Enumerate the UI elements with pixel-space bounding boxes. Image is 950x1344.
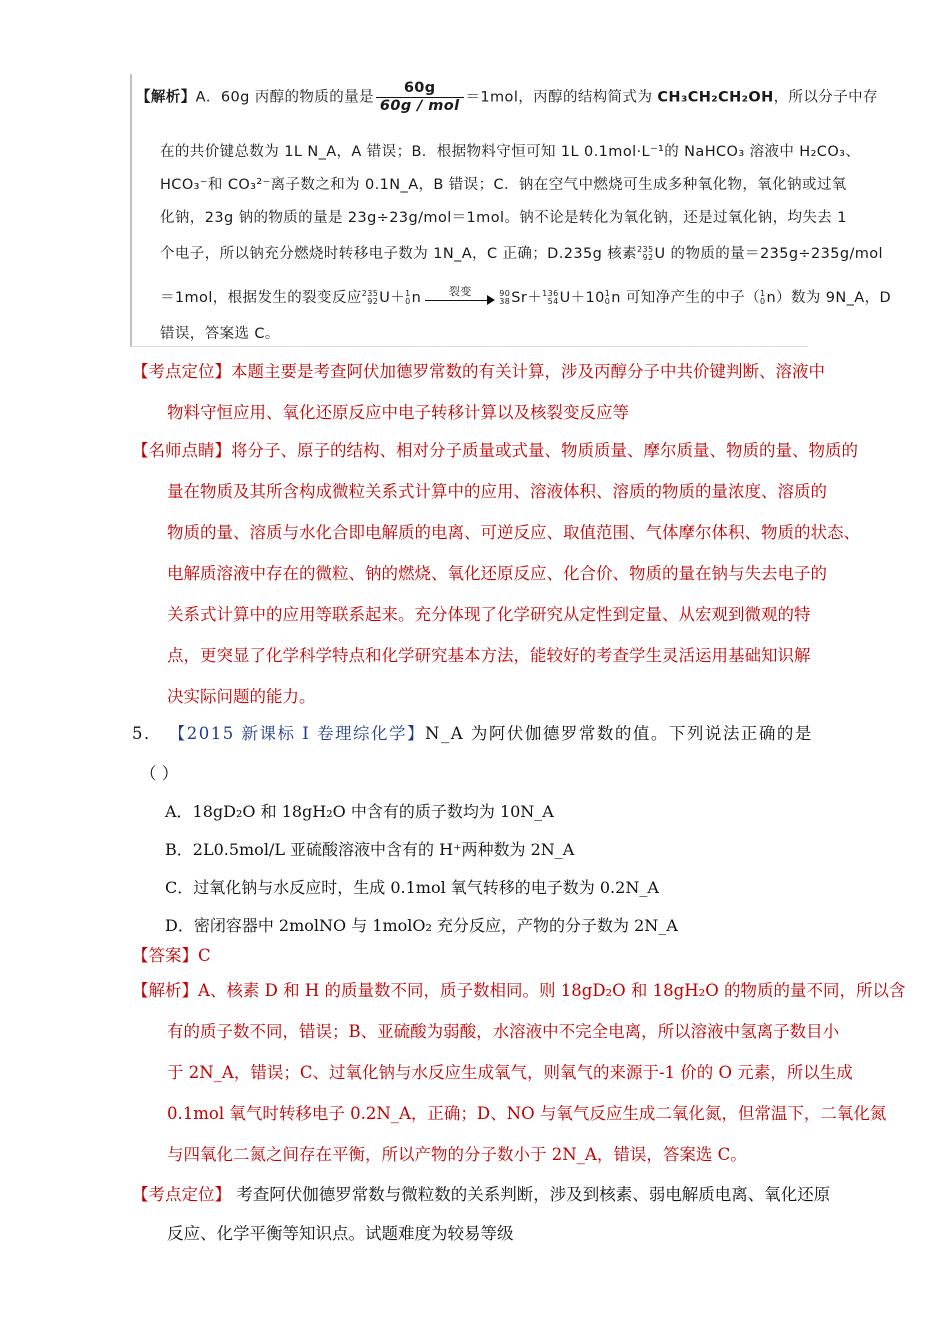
jiexi-label: 【解析】 [132, 981, 198, 1000]
scan-line-1: 【解析】A．60g 丙醇的物质的量是 $\frac{60g}{\text{60g / mol}}$ ＝1mol，丙醇的结构简式为 CH₃CH₂CH₂OH，所以分子中存 [136, 80, 878, 114]
scan-line-5: 个电子，所以钠充分燃烧时转移电子数为 1N_A，C 正确；D.235g 核素235 92U 的物质的量＝235g÷235g/mol [160, 245, 883, 262]
kaodian-block-2: 【考点定位】 考查阿伏伽德罗常数与微粒数的关系判断，涉及到核素、弱电解质电离、氧化还原 [132, 1185, 831, 1204]
scan-line-4: 化钠，23g 钠的物质的量是 23g÷23g/mol＝1mol。钠不论是转化为氧化钠，还是过氧化钠，均失去 1 [160, 210, 847, 226]
jiexi-line-3: 于 2N_A，错误；C、过氧化钠与水反应生成氧气，则氧气的来源于-1 价的 O 元素，所以生成 [167, 1063, 853, 1082]
mingshi-label: 【名师点睛】 [132, 441, 231, 460]
option-c: C．过氧化钠与水反应时，生成 0.1mol 氧气转移的电子数为 0.2N_A [165, 878, 659, 897]
answer-label: 【答案】 [132, 946, 198, 965]
propanol-formula: CH₃CH₂CH₂OH [657, 89, 774, 106]
kaodian-1-line-2: 物料守恒应用、氧化还原反应中电子转移计算以及核裂变反应等 [167, 403, 629, 422]
kaodian-2-line-2: 反应、化学平衡等知识点。试题难度为较易等级 [167, 1224, 514, 1243]
scan-line-7: 错误，答案选 C。 [160, 326, 280, 342]
mingshi-line-4: 电解质溶液中存在的微粒、钠的燃烧、氧化还原反应、化合价、物质的量在钠与失去电子的 [167, 564, 827, 583]
scan-line-2: 在的共价键总数为 1L N_A，A 错误；B．根据物料守恒可知 1L 0.1mol·L⁻¹的 NaHCO₃ 溶液中 H₂CO₃、 [160, 144, 861, 160]
reaction-arrow: 裂变 [425, 289, 495, 307]
mingshi-line-7: 决实际问题的能力。 [167, 687, 316, 706]
mingshi-line-3: 物质的量、溶质与水化合即电解质的电离、可逆反应、取值范围、气体摩尔体积、物质的状态、 [167, 523, 860, 542]
question-number: 5． [132, 724, 162, 743]
kaodian-block-1: 【考点定位】本题主要是考查阿伏加德罗常数的有关计算，涉及丙醇分子中共价键判断、溶液中 [132, 362, 825, 381]
question-stem: 5． 【2015 新课标 I 卷理综化学】N_A 为阿伏伽德罗常数的值。下列说法正确的是 [132, 724, 813, 743]
mingshi-block: 【名师点睛】将分子、原子的结构、相对分子质量或式量、物质质量、摩尔质量、物质的量、物质的 [132, 441, 858, 460]
jiexi-block: 【解析】A、核素 D 和 H 的质量数不同，质子数相同。则 18gD₂O 和 18gH₂O 的物质的量不同，所以含 [132, 981, 906, 1000]
option-d: D．密闭容器中 2molNO 与 1molO₂ 充分反应，产物的分子数为 2N_A [165, 916, 678, 935]
question-source: 【2015 新课标 I 卷理综化学】 [168, 724, 425, 743]
option-b: B．2L0.5mol/L 亚硫酸溶液中含有的 H⁺两种数为 2N_A [165, 840, 575, 859]
jiexi-line-4: 0.1mol 氧气时转移电子 0.2N_A，正确；D、NO 与氧气反应生成二氧化氮，但常温下，二氧化氮 [167, 1104, 887, 1123]
jiexi-line-2: 有的质子数不同，错误；B、亚硫酸为弱酸，水溶液中不完全电离，所以溶液中氢离子数目小 [167, 1022, 840, 1041]
option-a: A．18gD₂O 和 18gH₂O 中含有的质子数均为 10N_A [165, 802, 554, 821]
answer-blank: （ ） [140, 764, 179, 783]
fraction: $\frac{60g}{\text{60g / mol}}$ [376, 80, 464, 115]
answer-value: C [198, 946, 211, 965]
jiexi-line-5: 与四氧化二氮之间存在平衡，所以产物的分子数小于 2N_A，错误，答案选 C。 [167, 1145, 747, 1164]
mingshi-line-5: 关系式计算中的应用等联系起来。充分体现了化学研究从定性到定量、从宏观到微观的特 [167, 605, 811, 624]
answer-line [132, 942, 211, 966]
mingshi-line-2: 量在物质及其所含构成微粒关系式计算中的应用、溶液体积、溶质的物质的量浓度、溶质的 [167, 482, 827, 501]
isotope-235-92: 235 92 [637, 245, 654, 262]
scan-line-3: HCO₃⁻和 CO₃²⁻离子数之和为 0.1N_A，B 错误；C．钠在空气中燃烧可生成多种氧化物，氧化钠或过氧 [160, 177, 847, 193]
scan-label: 【解析】 [136, 89, 196, 106]
kaodian-2-label: 【考点定位】 [132, 1185, 231, 1204]
kaodian-label: 【考点定位】 [132, 362, 231, 381]
scan-line-6: ＝1mol，根据发生的裂变反应235 92U＋1 0n 裂变 90 38Sr＋136 54U＋101 0n 可知净产生的中子（1 0n）数为 9N_A，D [160, 285, 892, 306]
mingshi-line-6: 点，更突显了化学科学特点和化学研究基本方法，能较好的考查学生灵活运用基础知识解 [167, 646, 811, 665]
